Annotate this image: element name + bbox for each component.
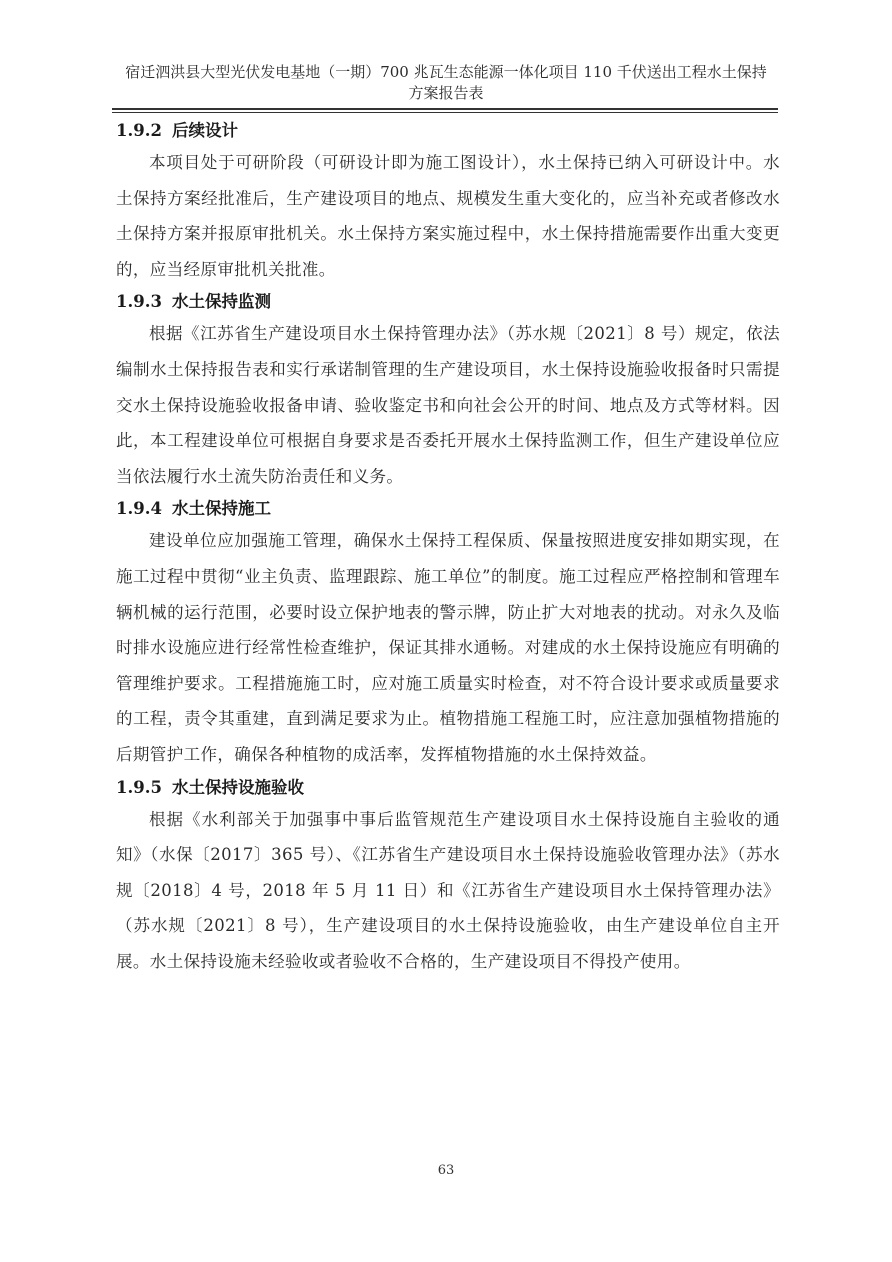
header-rule-thin [112,112,778,113]
section-heading [116,287,780,316]
section-title: 后续设计 [171,121,238,140]
page-number: 63 [437,1163,455,1178]
section-number: 1.9.5 [116,777,162,797]
header-rule-thick [112,108,778,110]
paragraph: 根据《水利部关于加强事中事后监管规范生产建设项目水土保持设施自主验收的通知》（水保〔2017〕365 号）、《江苏省生产建设项目水土保持设施验收管理办法》（苏水规〔2018〕4 号，2018 年 5 月 11 日）和《江苏省生产建设项目水土保持管理办法》（苏水规〔2021〕8 号），生产建设项目的水土保持设施验收，由生产建设单位自主开展。水土保持设施未经验收或者验收不合格的，生产建设项目不得投产使用。 [116,809,780,971]
header-title-line-1: 宿迁泗洪县大型光伏发电基地（一期）700 兆瓦生态能源一体化项目 110 千伏送出工程水土保持 [125,63,767,81]
section-title: 水土保持监测 [171,292,271,312]
paragraph: 本项目处于可研阶段（可研设计即为施工图设计），水土保持已纳入可研设计中。水土保持方案经批准后，生产建设项目的地点、规模发生重大变化的，应当补充或者修改水土保持方案并报原审批机关。水土保持方案实施过程中，水土保持措施需要作出重大变更的，应当经原审批机关批准。 [116,153,780,279]
section-heading [116,773,780,802]
section-title: 水土保持设施验收 [171,777,304,797]
section-number: 1.9.2 [116,121,162,140]
paragraph: 建设单位应加强施工管理，确保水土保持工程保质、保量按照进度安排如期实现，在施工过程中贯彻“业主负责、监理跟踪、施工单位”的制度。施工过程应严格控制和管理车辆机械的运行范围，必要时设立保护地表的警示牌，防止扩大对地表的扰动。对永久及临时排水设施应进行经常性检查维护，保证其排水通畅。对建成的水土保持设施应有明确的管理维护要求。工程措施施工时，应对施工质量实时检查，对不符合设计要求或质量要求的工程，责令其重建，直到满足要求为止。植物措施工程施工时，应注意加强植物措施的后期管护工作，确保各种植物的成活率，发挥植物措施的水土保持效益。 [116,531,780,764]
paragraph: 根据《江苏省生产建设项目水土保持管理办法》（苏水规〔2021〕8 号）规定，依法编制水土保持报告表和实行承诺制管理的生产建设项目，水土保持设施验收报备时只需提交水土保持设施验收报备申请、验收鉴定书和向社会公开的时间、地点及方式等材料。因此，本工程建设单位可根据自身要求是否委托开展水土保持监测工作，但生产建设单位应当依法履行水土流失防治责任和义务。 [116,324,780,486]
section-number: 1.9.3 [116,292,162,312]
section-1-9-2 [116,116,780,287]
section-1-9-5 [116,773,780,980]
section-title: 水土保持施工 [171,499,271,519]
header-title-line-2: 方案报告表 [408,84,484,102]
section-heading [116,116,780,145]
section-number: 1.9.4 [116,499,162,519]
section-1-9-4 [116,494,780,772]
section-1-9-3 [116,287,780,494]
body-content [116,116,780,979]
section-heading [116,494,780,523]
running-header [110,62,782,104]
